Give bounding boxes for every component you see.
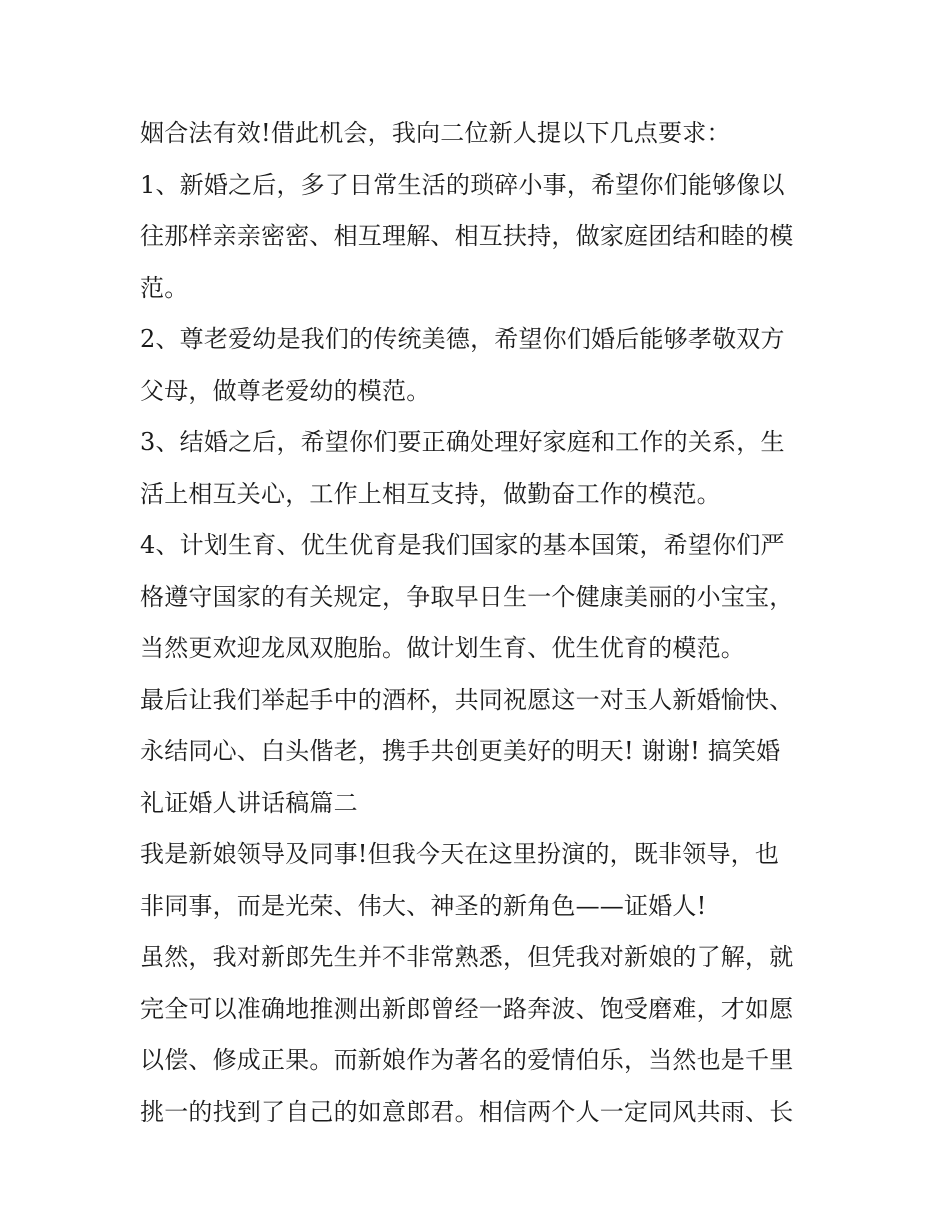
text-line-4: 范。	[140, 273, 189, 302]
text-line-14: 礼证婚人讲话稿篇二	[140, 788, 358, 817]
text-line-20: 挑一的找到了自己的如意郎君。相信两个人一定同风共雨、长	[140, 1097, 794, 1126]
text-line-11: 当然更欢迎龙凤双胞胎。做计划生育、优生优育的模范。	[140, 634, 745, 662]
text-line-19: 以偿、修成正果。而新娘作为著名的爱情伯乐，当然也是千里	[140, 1046, 794, 1074]
text-line-2: 1、新婚之后，多了日常生活的琐碎小事，希望你们能够像以	[140, 170, 785, 199]
text-line-9: 4、计划生育、优生优育是我们国家的基本国策，希望你们严	[140, 531, 785, 559]
text-line-13: 永结同心、白头偕老，携手共创更美好的明天! 谢谢! 搞笑婚	[140, 737, 781, 765]
text-line-3: 往那样亲亲密密、相互理解、相互扶持，做家庭团结和睦的模	[140, 222, 794, 250]
text-line-10: 格遵守国家的有关规定，争取早日生一个健康美丽的小宝宝，	[140, 582, 794, 611]
text-line-1: 姻合法有效!借此机会，我向二位新人提以下几点要求：	[140, 119, 731, 147]
text-line-6: 父母，做尊老爱幼的模范。	[140, 376, 431, 405]
text-line-17: 虽然，我对新郎先生并不非常熟悉，但凭我对新娘的了解，就	[140, 943, 794, 971]
text-line-7: 3、结婚之后，希望你们要正确处理好家庭和工作的关系，生	[140, 428, 785, 456]
text-line-16: 非同事，而是光荣、伟大、神圣的新角色——证婚人!	[140, 891, 707, 920]
text-line-5: 2、尊老爱幼是我们的传统美德，希望你们婚后能够孝敬双方	[140, 325, 785, 353]
text-line-8: 活上相互关心，工作上相互支持，做勤奋工作的模范。	[140, 479, 721, 508]
text-line-12: 最后让我们举起手中的酒杯，共同祝愿这一对玉人新婚愉快、	[140, 685, 794, 714]
text-line-18: 完全可以准确地推测出新郎曾经一路奔波、饱受磨难，才如愿	[140, 994, 794, 1023]
document-body	[140, 108, 820, 1138]
text-line-15: 我是新娘领导及同事!但我今天在这里扮演的，既非领导，也	[140, 840, 780, 868]
